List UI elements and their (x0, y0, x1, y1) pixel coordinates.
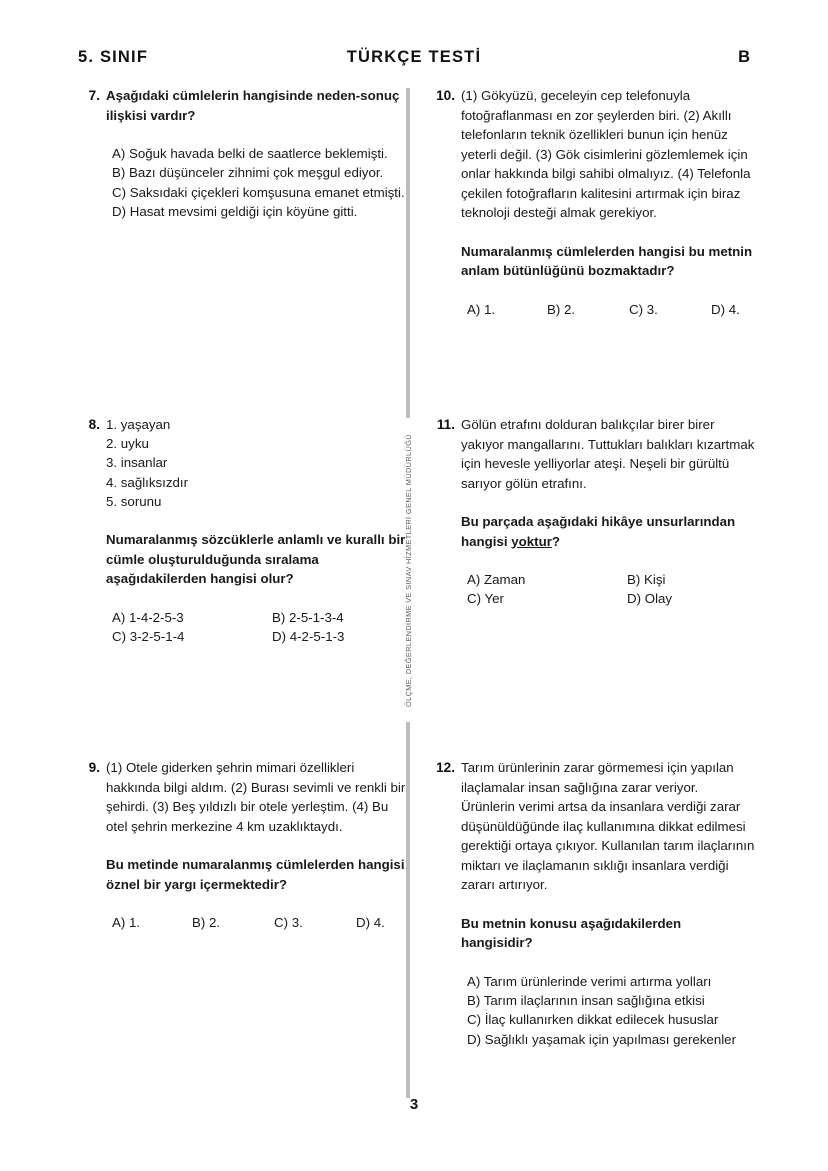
watermark-label: ÖLÇME, DEĞERLENDİRME VE SINAV HİZMETLERİ GENEL MÜDÜRLÜĞÜ (403, 433, 413, 707)
question-9-options (106, 913, 408, 932)
option-d[interactable]: D) Hasat mevsimi geldiği için köyüne gitti. (112, 204, 358, 220)
question-9 (78, 758, 408, 932)
option-b[interactable]: B) Bazı düşünceler zihnimi çok meşgul ediyor. (112, 165, 384, 181)
option-c[interactable]: C) Saksıdaki çiçekleri komşusuna emanet etmişti. (112, 184, 405, 200)
option-c[interactable]: C) 3. (629, 301, 658, 317)
option-d[interactable]: D) Olay (627, 591, 673, 607)
option-d[interactable]: D) 4. (356, 915, 385, 930)
question-11-options (461, 570, 755, 609)
option-c[interactable]: C) Yer (467, 591, 504, 607)
booklet-letter: B (738, 47, 750, 66)
word-item-2: 2. uyku (106, 436, 149, 452)
option-a[interactable]: A) 1. (112, 915, 141, 930)
question-12 (425, 758, 755, 1049)
option-d[interactable]: D) Sağlıklı yaşamak için yapılması gerekenler (467, 1031, 736, 1047)
question-10-passage: (1) Gökyüzü, geceleyin cep telefonuyla fotoğraflanması en zor şeylerden biri. (2) Akıllı telefonların teknik özellikleri bunun için henüz yeterli değil. (3) Gök cisimlerini gözlemlemek için onlar hakkında bilgi sahibi olmalıyız. (4) Telefonla çekilen fotoğrafların kalitesini artırmak için biraz teknoloji desteği almak gerekiyor. (461, 88, 751, 220)
word-item-1: 1. yaşayan (106, 417, 171, 432)
question-9-passage: (1) Otele giderken şehrin mimari özellikleri hakkında bilgi aldım. (2) Burası sevimli ve renkli bir şehirdi. (3) Beş yıldızlı bir otele yerleştim. (4) Bu otel şehrin merkezine 4 km uzaklıktaydı. (106, 760, 406, 834)
word-item-5: 5. sorunu (106, 493, 162, 509)
option-c[interactable]: C) 3. (274, 915, 303, 930)
option-c[interactable]: C) İlaç kullanırken dikkat edilecek hususlar (467, 1012, 719, 1028)
option-a[interactable]: A) Soğuk havada belki de saatlerce beklemişti. (112, 146, 388, 161)
question-9-number: 9. (88, 760, 100, 775)
word-item-3: 3. insanlar (106, 455, 168, 471)
question-10-number: 10. (436, 88, 455, 103)
option-a[interactable]: A) 1. (467, 301, 496, 317)
question-11-stem (461, 512, 755, 551)
question-10 (425, 86, 755, 319)
option-c[interactable]: C) 3-2-5-1-4 (112, 628, 185, 644)
question-9-stem: Bu metinde numaralanmış cümlelerden hangisi öznel bir yargı içermektedir? (106, 857, 405, 892)
question-7-stem: Aşağıdaki cümlelerin hangisinde neden-sonuç ilişkisi vardır? (106, 88, 400, 123)
exam-header (78, 44, 750, 70)
option-b[interactable]: B) 2. (192, 915, 221, 930)
question-11-passage: Gölün etrafını dolduran balıkçılar birer birer yakıyor mangallarını. Tuttukları balıkları kızartmak için hevesle yelliyorlar ateşi. Neşeli bir gürültü sarıyor gölün etrafını. (461, 417, 755, 491)
option-a[interactable]: A) Zaman (467, 572, 526, 587)
question-8-number: 8. (88, 417, 100, 432)
question-7-options (106, 144, 408, 222)
question-8 (78, 415, 408, 646)
option-d[interactable]: D) 4. (711, 301, 740, 317)
question-7 (78, 86, 408, 222)
question-7-number: 7. (88, 88, 100, 103)
question-8-stem: Numaralanmış sözcüklerle anlamlı ve kurallı bir cümle oluşturulduğunda sıralama aşağıdakilerden hangisi olur? (106, 532, 406, 587)
question-12-number: 12. (436, 760, 455, 775)
question-12-options (461, 972, 755, 1050)
question-11-stem-after: ? (551, 533, 561, 549)
word-item-4: 4. sağlıksızdır (106, 474, 189, 490)
question-11 (425, 415, 755, 609)
question-12-passage: Tarım ürünlerinin zarar görmemesi için yapılan ilaçlamalar insan sağlığına zarar veriyor. Ürünlerin verimi artsa da insanlara verdiği zarar düşünüldüğünde ilaç kullanımına dikkat edilmesi gerektiği ortaya çıkıyor. Kullanılan tarım ilaçlarının miktarı ve ilaçlamanın sıklığı insanlara verdiği zararı artırıyor. (461, 760, 755, 892)
option-d[interactable]: D) 4-2-5-1-3 (272, 628, 345, 644)
grade-label: 5. SINIF (78, 47, 149, 66)
option-b[interactable]: B) Tarım ilaçlarının insan sağlığına etkisi (467, 992, 705, 1008)
question-11-number: 11. (436, 417, 455, 432)
option-b[interactable]: B) 2. (547, 301, 576, 317)
option-a[interactable]: A) 1-4-2-5-3 (112, 609, 184, 625)
question-8-word-list (106, 415, 408, 511)
question-11-stem-before: Bu parçada aşağıdaki hikâye unsurlarından hangisi (461, 514, 736, 549)
page-body (0, 86, 828, 1086)
option-b[interactable]: B) Kişi (627, 572, 666, 587)
question-10-options (461, 300, 755, 319)
question-11-stem-emphasis: yoktur (511, 533, 552, 549)
option-b[interactable]: B) 2-5-1-3-4 (272, 609, 344, 625)
question-8-options (106, 608, 408, 647)
question-10-stem: Numaralanmış cümlelerden hangisi bu metnin anlam bütünlüğünü bozmaktadır? (461, 243, 753, 278)
test-title: TÜRKÇE TESTİ (346, 47, 482, 66)
page-number: 3 (409, 1096, 419, 1113)
question-12-stem: Bu metnin konusu aşağıdakilerden hangisidir? (461, 915, 682, 950)
option-a[interactable]: A) Tarım ürünlerinde verimi artırma yolları (467, 973, 712, 989)
